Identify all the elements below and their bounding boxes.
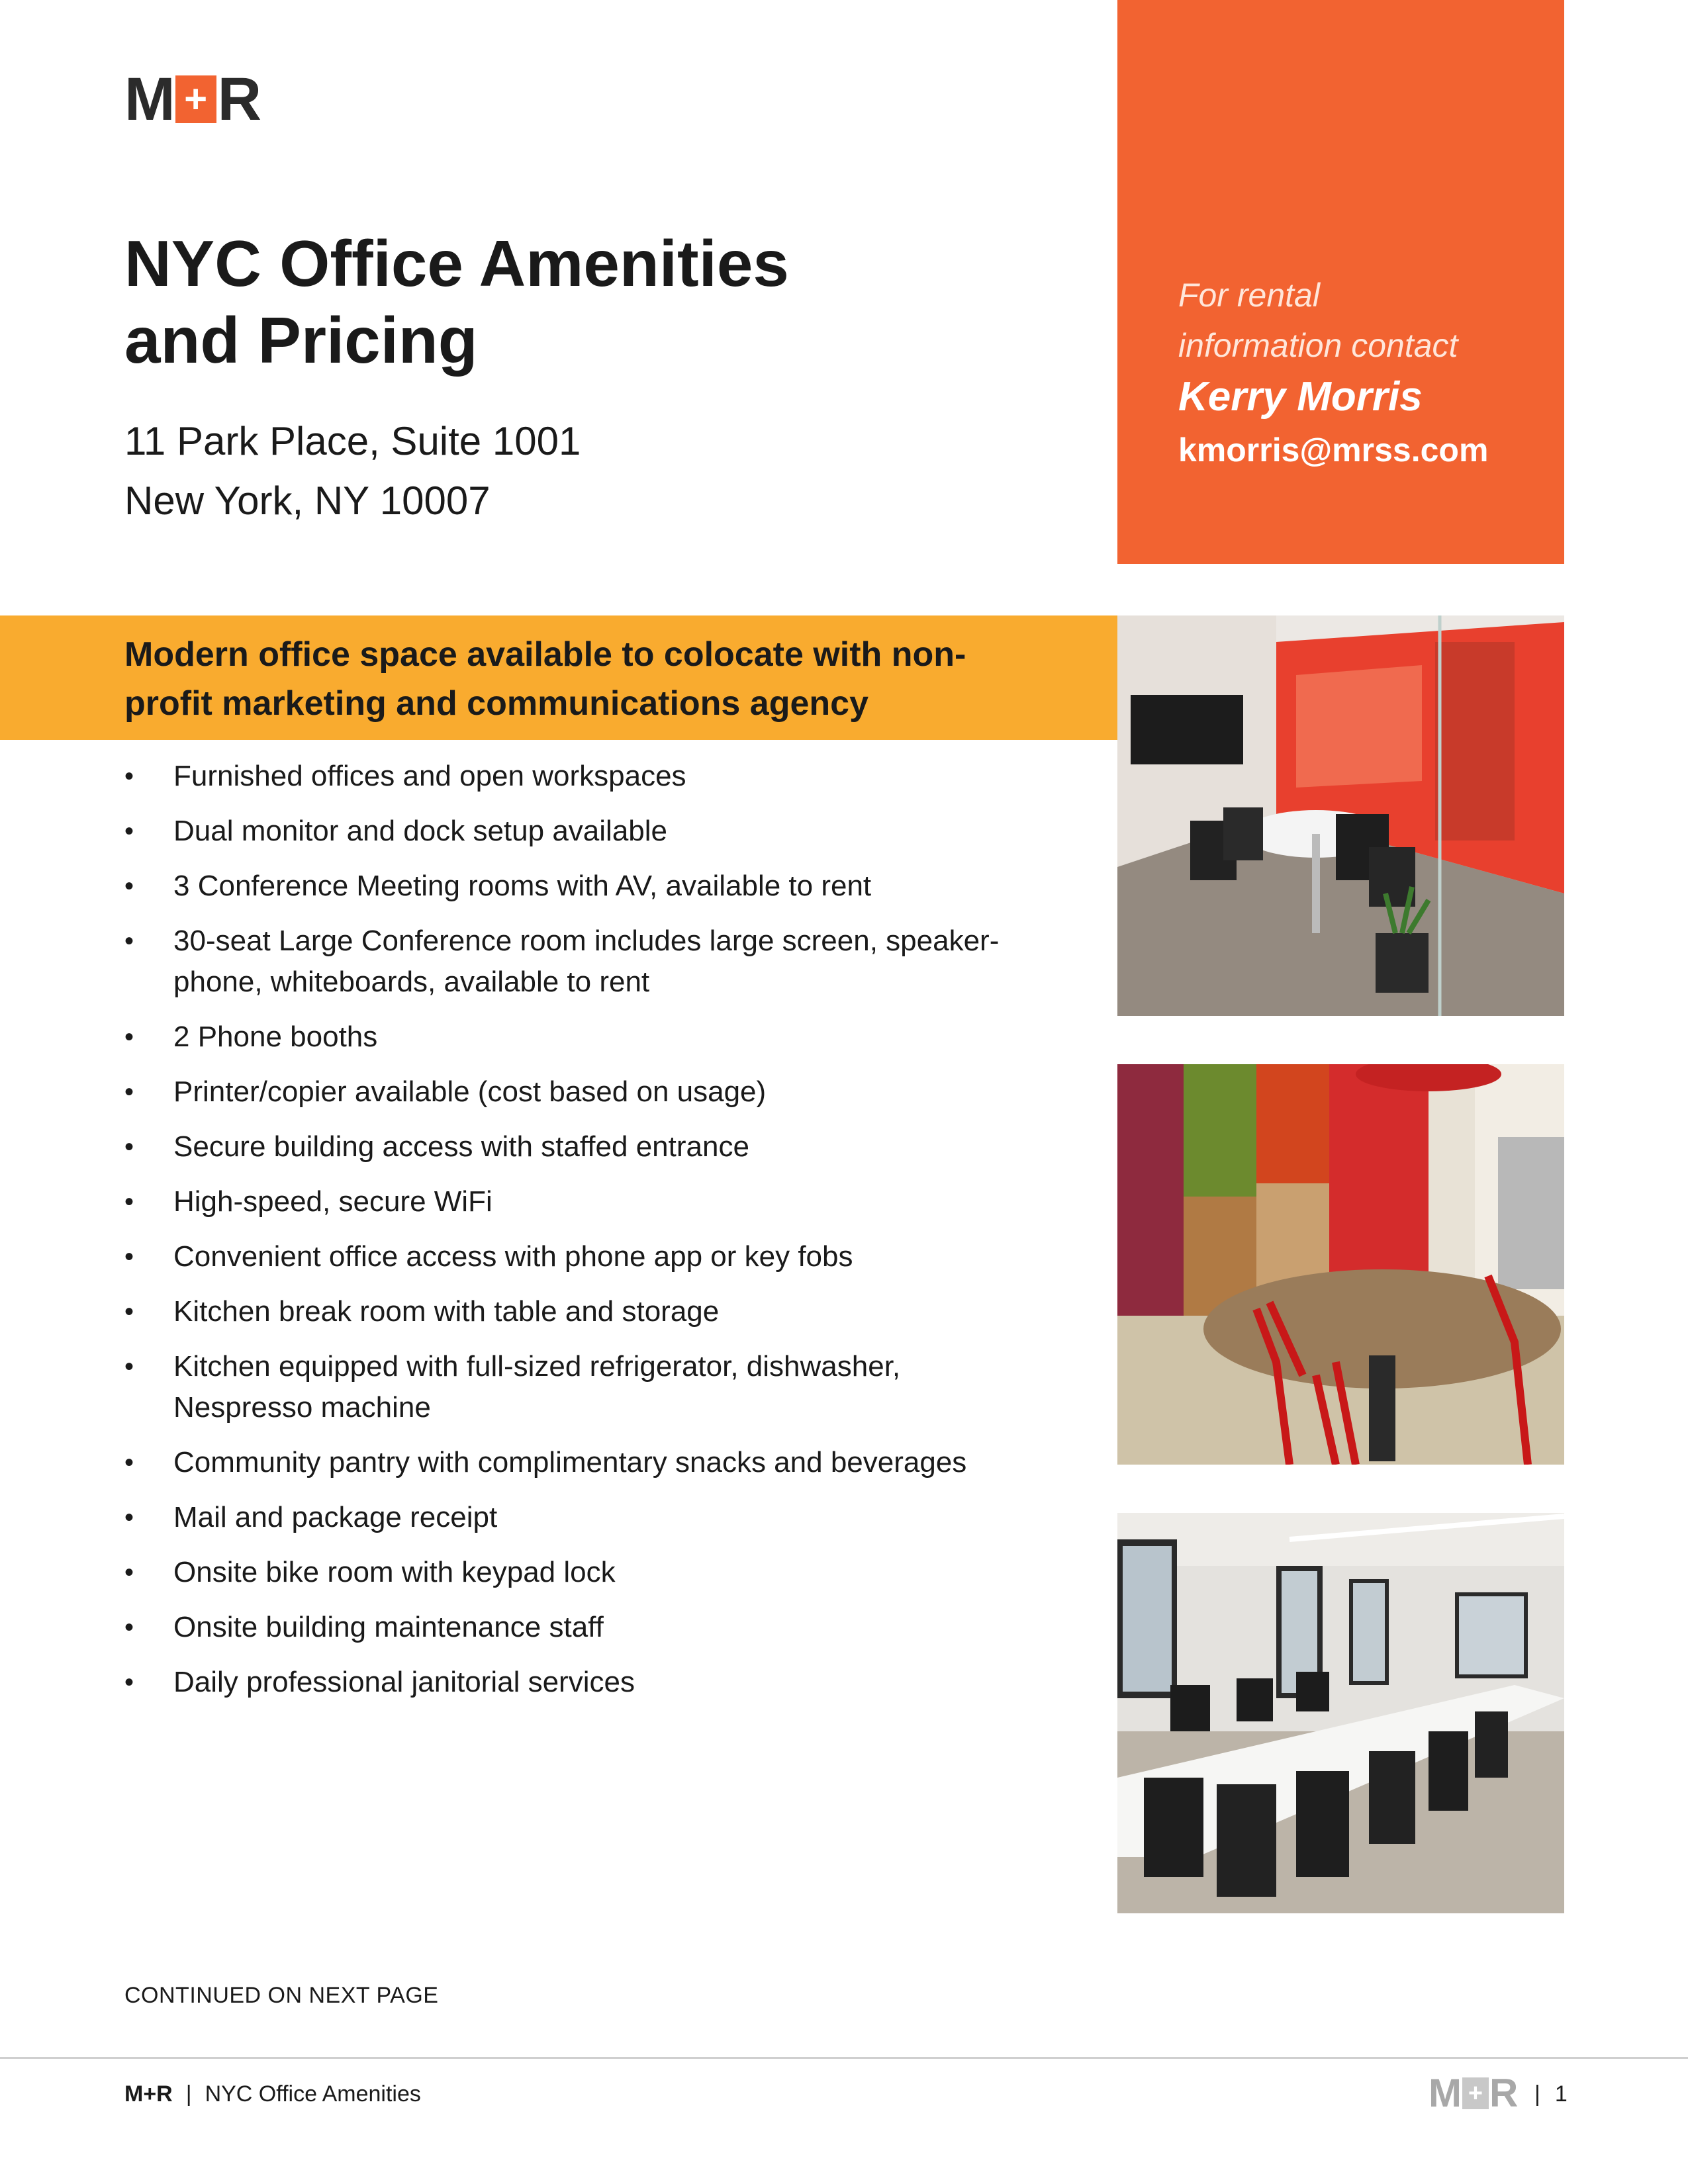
amenities-list <box>124 756 1071 1717</box>
bullet-icon: • <box>124 1242 134 1271</box>
bullet-icon: • <box>124 927 134 956</box>
list-item: • Printer/copier available (cost based on usage) <box>124 1071 1071 1113</box>
footer-logo-letter-r: R <box>1489 2071 1519 2115</box>
bullet-icon: • <box>124 1297 134 1326</box>
footer-brand: M+R <box>124 2081 173 2107</box>
list-item: • Convenient office access with phone app or key fobs <box>124 1236 1071 1277</box>
bullet-icon: • <box>124 872 134 901</box>
bullet-icon: • <box>124 1187 134 1216</box>
logo-letter-r: R <box>217 66 261 133</box>
title-line-1: NYC Office Amenities <box>124 227 789 300</box>
contact-info <box>1178 270 1488 477</box>
footer-left <box>124 2081 421 2107</box>
banner-line-1: Modern office space available to colocate with non- <box>124 635 966 674</box>
footer-divider <box>0 2057 1688 2059</box>
list-item: • Secure building access with staffed entrance <box>124 1126 1071 1167</box>
list-item: • Daily professional janitorial services <box>124 1662 1071 1703</box>
page-separator: | <box>1534 2081 1540 2107</box>
contact-line-1: For rental <box>1178 277 1320 314</box>
logo-letter-m: M <box>124 66 174 133</box>
bullet-icon: • <box>124 1077 134 1107</box>
mr-logo <box>124 66 261 133</box>
bullet-icon: • <box>124 762 134 791</box>
list-item: • High-speed, secure WiFi <box>124 1181 1071 1222</box>
bullet-icon: • <box>124 1613 134 1642</box>
banner-line-2: profit marketing and communications agency <box>124 684 868 723</box>
conference-room-image <box>1117 615 1564 1016</box>
footer-doc-title: NYC Office Amenities <box>205 2081 421 2107</box>
list-item: • Community pantry with complimentary snacks and beverages <box>124 1442 1071 1483</box>
list-item: • 30-seat Large Conference room includes large screen, speaker- phone, whiteboards, available to rent <box>124 921 1071 1003</box>
contact-name: Kerry Morris <box>1178 374 1423 420</box>
list-item: • Kitchen break room with table and storage <box>124 1291 1071 1332</box>
page-title <box>124 225 1084 379</box>
address <box>124 412 581 531</box>
bullet-icon: • <box>124 1132 134 1161</box>
large-conference-photo <box>1117 1513 1564 1913</box>
logo-plus-box: + <box>175 75 216 123</box>
list-item: • Furnished offices and open workspaces <box>124 756 1071 797</box>
conference-room-photo <box>1117 615 1564 1016</box>
bullet-icon: • <box>124 1352 134 1381</box>
footer-logo <box>1429 2071 1519 2115</box>
contact-box <box>1117 0 1564 564</box>
bullet-icon: • <box>124 817 134 846</box>
list-item: • Onsite bike room with keypad lock <box>124 1552 1071 1593</box>
list-item: • Onsite building maintenance staff <box>124 1607 1071 1648</box>
footer-logo-letter-m: M <box>1429 2071 1462 2115</box>
list-item: • Mail and package receipt <box>124 1497 1071 1538</box>
list-item: • Dual monitor and dock setup available <box>124 811 1071 852</box>
bullet-icon: • <box>124 1558 134 1587</box>
bullet-icon: • <box>124 1503 134 1532</box>
page-number: 1 <box>1554 2081 1568 2107</box>
contact-email[interactable]: kmorris@mrss.com <box>1178 432 1489 469</box>
footer-separator: | <box>185 2081 192 2107</box>
continued-note: CONTINUED ON NEXT PAGE <box>124 1983 439 2008</box>
headline-banner <box>0 615 1117 740</box>
title-line-2: and Pricing <box>124 304 478 377</box>
footer-logo-plus-box: + <box>1462 2077 1489 2109</box>
banner-text <box>124 630 1064 728</box>
kitchen-photo <box>1117 1064 1564 1465</box>
contact-line-2: information contact <box>1178 327 1458 364</box>
bullet-icon: • <box>124 1448 134 1477</box>
address-line-1: 11 Park Place, Suite 1001 <box>124 419 581 463</box>
bullet-icon: • <box>124 1023 134 1052</box>
kitchen-image <box>1117 1064 1564 1465</box>
address-line-2: New York, NY 10007 <box>124 478 491 523</box>
list-item: • Kitchen equipped with full-sized refrigerator, dishwasher, Nespresso machine <box>124 1346 1071 1428</box>
list-item: • 2 Phone booths <box>124 1017 1071 1058</box>
bullet-icon: • <box>124 1668 134 1697</box>
page-number-block <box>1534 2081 1568 2107</box>
large-conference-image <box>1117 1513 1564 1913</box>
list-item: • 3 Conference Meeting rooms with AV, available to rent <box>124 866 1071 907</box>
